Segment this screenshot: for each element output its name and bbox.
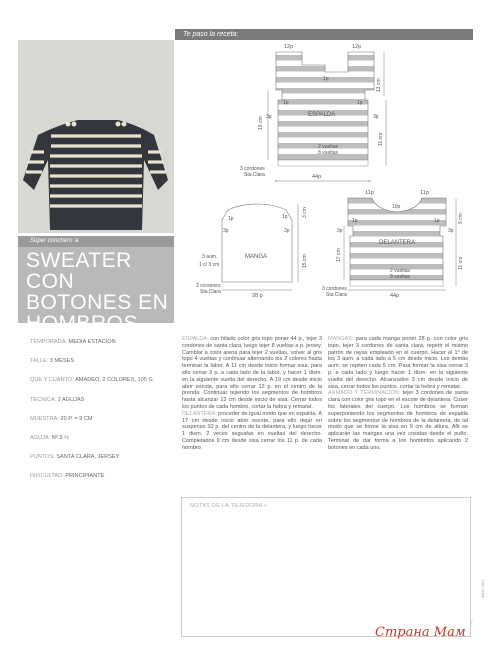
manga-arm-right: 3p	[284, 228, 290, 234]
manga-bottom: 28 p	[252, 293, 263, 299]
spec-value: 2 AGUJAS	[57, 396, 85, 403]
armado-heading: ARMADO Y TERMINACIÓN:	[328, 390, 401, 397]
delantera-arm-left: 3p	[337, 228, 343, 234]
espalda-v8: 8 vueltas	[318, 150, 339, 156]
delantera-label: DELANTERA	[379, 240, 416, 246]
manga-sta: Sta.Clara	[200, 289, 221, 295]
spec-key: AGUJA:	[30, 434, 52, 441]
spec-value: MEDIA ESTACION	[68, 339, 116, 345]
spec-key: TALLE:	[30, 358, 50, 365]
delantera-rib	[350, 280, 443, 286]
spec-key: PUNTOS:	[30, 454, 57, 461]
manga-arm: 3p	[223, 228, 229, 234]
delantera-text: proceder de igual modo que en espalda. A 17 cm desde inicio abrir escote, para ello dejar en suspenso 10 p. del centro de la delantera, y luego hacer 1 dism. 2 veces seguidas en vueltas del derecho. Completados 9 cm desde sisa cerrar los 11 p. de cada hombro.	[182, 410, 322, 451]
delantera-top-right: 11p	[420, 190, 429, 196]
spec-value: 20 P. = 9 CM	[60, 415, 93, 422]
page-title: SWEATER CON BOTONES EN HOMBROS	[26, 249, 169, 335]
delantera-dec-right: 1p	[434, 218, 440, 224]
espalda-text: con hilado color gris topo poner 44 p., tejer 3 cordones de santa clara, luego tejer 8 vueltas a p. jersey. Cambiar a color arena para tejer 2 vueltas, volver al gris topo 4 vueltas y continuar alternando los 2 colores hasta terminar la labor. A 11 cm desde inicio formar sisa, para ello cerrar 3 p. a cada lado de la labor, y hacer 1 dism. en la siguiente vuelta del derecho. A 19 cm desde inicio abrir escote, para ello cerrar 12 p. en el centro de la prenda. Continuar tejiendo los segmentos de hombros hasta alcanzar 13 cm desde inicio de sisa. Cerrar todos los puntos de cada hombro, cortar la hebra y rematar.	[182, 336, 322, 410]
espalda-h11: 11 cm	[378, 132, 384, 146]
espalda-dec-left: 1p	[283, 100, 289, 106]
delantera-cordones: 3 cordones	[322, 286, 347, 292]
armado-text: tejer 3 cordones de santa clara con color gris topo en el escote de delantera. Coser los laterales del cuerpo. Los hombros se forman superponiendo los segmentos de hombros de espalda sobre los segmentos de hombros de la delantera, de tal modo que se forme la sisa en 9 cm de altura. Allí se aplicarán las mangas una vez cosidas desde el puño. Terminar de dar forma a los hombritos aplicando 2 botones en cada uno.	[328, 390, 468, 451]
spec-value: 3 MESES	[49, 358, 75, 365]
subtitle: Súper conchero 'a	[30, 238, 79, 244]
delantera-top-left: 11p	[365, 190, 374, 196]
header-tag: Te paso la receta:	[183, 31, 239, 38]
mangas-heading: MANGAS:	[328, 336, 354, 342]
delantera-dec-left: 1p	[352, 218, 358, 224]
spec-value: Nº 3 ½	[51, 434, 69, 441]
manga-diagram	[196, 204, 308, 299]
espalda-dec-right: 1p	[357, 100, 363, 106]
watermark-mark: 7	[470, 620, 473, 626]
delantera-bottom: 44p	[390, 293, 400, 299]
delantera-h17: 17 cm	[336, 248, 342, 262]
espalda-neck: 1p	[323, 76, 329, 82]
spec-key: QUE Y CUANTO:	[30, 377, 76, 384]
espalda-bottom: 44p	[312, 174, 322, 180]
side-issue-label: MAYO 2011	[481, 579, 485, 598]
spec-value: AMADEO, 2 COLORES, 105 G	[75, 377, 153, 384]
delantera-v2: 2 vueltas	[390, 268, 411, 274]
delantera-diagram	[322, 190, 464, 299]
notes-label: NOTAS DE LA TEJEDORA »	[190, 503, 268, 509]
espalda-arm-right: 3p	[373, 114, 379, 120]
espalda-top-right: 12p	[352, 44, 362, 50]
espalda-sta: Sta.Clara	[244, 172, 265, 178]
watermark: Страна Мам	[375, 625, 466, 640]
manga-label: MANGA	[245, 254, 268, 260]
espalda-diagram	[240, 44, 386, 181]
delantera-neck: 10p	[392, 204, 401, 210]
delantera-h11: 11 cm	[458, 256, 464, 270]
espalda-h13: 13 cm	[376, 78, 382, 92]
manga-h3: 3 cm	[302, 207, 308, 218]
espalda-v2: 2 vueltas	[318, 144, 339, 150]
spec-key: TEMPORADA:	[30, 339, 69, 345]
espalda-rib	[278, 160, 368, 166]
delantera-sta: Sta.Clara	[326, 292, 347, 298]
manga-cordones: 3 corsones	[196, 283, 221, 289]
delantera-arm-right: 3p	[448, 228, 454, 234]
mangas-text: para cada manga poner 28 p. con color gris topo, tejer 3 cordones de santa clara, repetir el mismo patrón de rayas empleado en el cuerpo. Hacer el 1° de los 3 aum. a cada lado a 5 cm desde inicio. Los demás aum. se repiten cada 5 cm. Para formar la sisa cerrar 3 p. a cada lado y luego hacer 1 dism. en la siguiente vuelta del derecho. Alcanzados 3 cm desde inicio de sisa, cerrar todos los puntos, cortar la hebra y rematar.	[328, 336, 468, 390]
delantera-h9: 9 cm	[458, 213, 464, 224]
delantera-v8: 8 vueltas	[390, 274, 411, 280]
espalda-h19: 19 cm	[258, 116, 264, 130]
espalda-heading: ESPALDA:	[182, 336, 209, 342]
manga-dec: 1p	[228, 216, 234, 222]
manga-aum2: 1 c/ 3 cm	[199, 262, 220, 268]
spec-key: MUESTRA:	[30, 415, 61, 422]
spec-key: DIFICULTAD:	[30, 473, 66, 480]
espalda-top-left: 12p	[284, 44, 294, 50]
spec-value: PRINCIPIANTE	[65, 473, 105, 480]
manga-aum: 3 aum.	[202, 254, 218, 260]
espalda-label: ESPALDA	[308, 112, 336, 118]
manga-dec-right: 1p	[282, 214, 288, 220]
spec-value: SANTA CLARA, JERSEY	[56, 454, 120, 461]
manga-h15: 15 cm	[302, 254, 308, 268]
spec-key: TECNICA:	[30, 396, 58, 403]
delantera-heading: DELANTERA:	[182, 410, 217, 417]
espalda-cordones: 3 cordones	[240, 166, 265, 172]
espalda-arm-left: 3p	[266, 114, 272, 120]
